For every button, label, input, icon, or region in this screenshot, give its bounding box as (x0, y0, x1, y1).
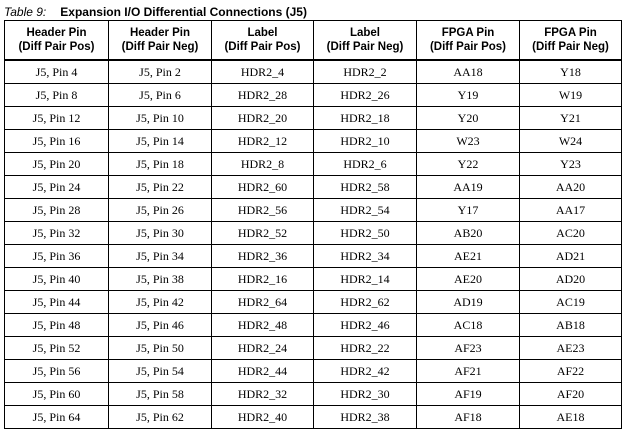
table-row (5, 130, 622, 153)
table-cell: J5, Pin 20 (5, 153, 109, 176)
table-cell: J5, Pin 48 (5, 314, 109, 337)
column-header-line2: (Diff Pair Pos) (429, 41, 507, 53)
column-header-line1: Label (247, 27, 278, 39)
table-number: Table 9: (4, 5, 47, 19)
table-cell: Y19 (417, 84, 520, 107)
table-cell: HDR2_36 (212, 245, 314, 268)
table-cell: J5, Pin 42 (109, 291, 212, 314)
table-cell: AC18 (417, 314, 520, 337)
table-row (5, 84, 622, 107)
column-header-line2: (Diff Pair Pos) (224, 41, 301, 53)
column-header-line2: (Diff Pair Neg) (121, 41, 199, 53)
table-row (5, 153, 622, 176)
table-cell: HDR2_62 (314, 291, 417, 314)
table-cell: HDR2_60 (212, 176, 314, 199)
column-header (109, 21, 212, 61)
table-cell: J5, Pin 22 (109, 176, 212, 199)
table-title: Expansion I/O Differential Connections (J5) (60, 5, 307, 19)
table-cell: HDR2_14 (314, 268, 417, 291)
table-cell: HDR2_26 (314, 84, 417, 107)
table-cell: J5, Pin 12 (5, 107, 109, 130)
table-cell: HDR2_44 (212, 360, 314, 383)
table-cell: HDR2_18 (314, 107, 417, 130)
column-header-line1: Label (349, 27, 381, 39)
table-row (5, 60, 622, 84)
column-header (314, 21, 417, 61)
table-cell: AE18 (520, 406, 622, 429)
column-header-line2: (Diff Pair Neg) (326, 41, 404, 53)
table-cell: J5, Pin 52 (5, 337, 109, 360)
table-row (5, 176, 622, 199)
table-cell: AE20 (417, 268, 520, 291)
table-cell: HDR2_56 (212, 199, 314, 222)
table-cell: HDR2_4 (212, 60, 314, 84)
table-cell: HDR2_64 (212, 291, 314, 314)
table-row (5, 107, 622, 130)
table-cell: HDR2_8 (212, 153, 314, 176)
table-cell: AA17 (520, 199, 622, 222)
table-cell: Y23 (520, 153, 622, 176)
column-header (520, 21, 622, 61)
table-cell: AB18 (520, 314, 622, 337)
table-cell: AF23 (417, 337, 520, 360)
table-cell: J5, Pin 4 (5, 60, 109, 84)
table-cell: HDR2_2 (314, 60, 417, 84)
header-row (5, 21, 622, 61)
table-cell: J5, Pin 44 (5, 291, 109, 314)
table-cell: J5, Pin 16 (5, 130, 109, 153)
table-cell: HDR2_12 (212, 130, 314, 153)
table-cell: AF18 (417, 406, 520, 429)
table-row (5, 245, 622, 268)
table-row (5, 383, 622, 406)
table-row (5, 406, 622, 429)
table-cell: J5, Pin 32 (5, 222, 109, 245)
table-row (5, 222, 622, 245)
column-header-line2: (Diff Pair Pos) (18, 41, 95, 53)
table-cell: AB20 (417, 222, 520, 245)
column-header (212, 21, 314, 61)
table-cell: HDR2_42 (314, 360, 417, 383)
table-cell: AE21 (417, 245, 520, 268)
table-cell: J5, Pin 34 (109, 245, 212, 268)
table-cell: AA19 (417, 176, 520, 199)
table-cell: HDR2_52 (212, 222, 314, 245)
table-cell: HDR2_40 (212, 406, 314, 429)
table-row (5, 291, 622, 314)
table-cell: Y18 (520, 60, 622, 84)
table-cell: J5, Pin 8 (5, 84, 109, 107)
table-cell: HDR2_32 (212, 383, 314, 406)
table-cell: J5, Pin 30 (109, 222, 212, 245)
table-row (5, 268, 622, 291)
table-cell: HDR2_38 (314, 406, 417, 429)
table-cell: Y20 (417, 107, 520, 130)
column-header (417, 21, 520, 61)
table-cell: HDR2_46 (314, 314, 417, 337)
table-cell: AA20 (520, 176, 622, 199)
table-cell: HDR2_10 (314, 130, 417, 153)
table-caption (4, 2, 307, 22)
table-cell: J5, Pin 54 (109, 360, 212, 383)
table-cell: J5, Pin 6 (109, 84, 212, 107)
table-cell: AF21 (417, 360, 520, 383)
table-cell: J5, Pin 60 (5, 383, 109, 406)
column-header-line2: (Diff Pair Neg) (532, 41, 609, 53)
table-cell: J5, Pin 28 (5, 199, 109, 222)
table-cell: HDR2_30 (314, 383, 417, 406)
table-cell: HDR2_6 (314, 153, 417, 176)
table-cell: AC19 (520, 291, 622, 314)
table-row (5, 337, 622, 360)
table-cell: Y17 (417, 199, 520, 222)
column-header-line1: Header Pin (129, 27, 191, 39)
table-cell: J5, Pin 10 (109, 107, 212, 130)
table-row (5, 314, 622, 337)
table-cell: J5, Pin 62 (109, 406, 212, 429)
table-cell: Y21 (520, 107, 622, 130)
table-cell: W19 (520, 84, 622, 107)
table-cell: AA18 (417, 60, 520, 84)
table-cell: J5, Pin 36 (5, 245, 109, 268)
column-header (5, 21, 109, 61)
table-body (5, 60, 622, 429)
table-cell: HDR2_54 (314, 199, 417, 222)
table-cell: J5, Pin 64 (5, 406, 109, 429)
table-cell: J5, Pin 46 (109, 314, 212, 337)
table-cell: AC20 (520, 222, 622, 245)
table-cell: HDR2_34 (314, 245, 417, 268)
differential-connections-table (4, 20, 622, 429)
table-cell: HDR2_28 (212, 84, 314, 107)
table-cell: J5, Pin 58 (109, 383, 212, 406)
table-cell: J5, Pin 56 (5, 360, 109, 383)
column-header-line1: FPGA Pin (544, 27, 597, 39)
table-cell: J5, Pin 2 (109, 60, 212, 84)
table-row (5, 360, 622, 383)
table-cell: HDR2_20 (212, 107, 314, 130)
table-cell: AD20 (520, 268, 622, 291)
table-cell: Y22 (417, 153, 520, 176)
table-cell: HDR2_50 (314, 222, 417, 245)
table-cell: AD21 (520, 245, 622, 268)
table-cell: HDR2_16 (212, 268, 314, 291)
column-header-line1: FPGA Pin (441, 27, 495, 39)
table-cell: HDR2_58 (314, 176, 417, 199)
table-cell: J5, Pin 38 (109, 268, 212, 291)
table-row (5, 199, 622, 222)
table-cell: AE23 (520, 337, 622, 360)
table-cell: J5, Pin 14 (109, 130, 212, 153)
table-cell: AF19 (417, 383, 520, 406)
column-header-line1: Header Pin (26, 27, 87, 39)
table-cell: J5, Pin 50 (109, 337, 212, 360)
table-cell: J5, Pin 40 (5, 268, 109, 291)
table-cell: HDR2_48 (212, 314, 314, 337)
table-cell: HDR2_24 (212, 337, 314, 360)
table-cell: HDR2_22 (314, 337, 417, 360)
table-cell: AD19 (417, 291, 520, 314)
table-cell: AF22 (520, 360, 622, 383)
table-cell: AF20 (520, 383, 622, 406)
table-cell: J5, Pin 18 (109, 153, 212, 176)
table-cell: J5, Pin 24 (5, 176, 109, 199)
table-cell: W24 (520, 130, 622, 153)
table-cell: W23 (417, 130, 520, 153)
table-cell: J5, Pin 26 (109, 199, 212, 222)
